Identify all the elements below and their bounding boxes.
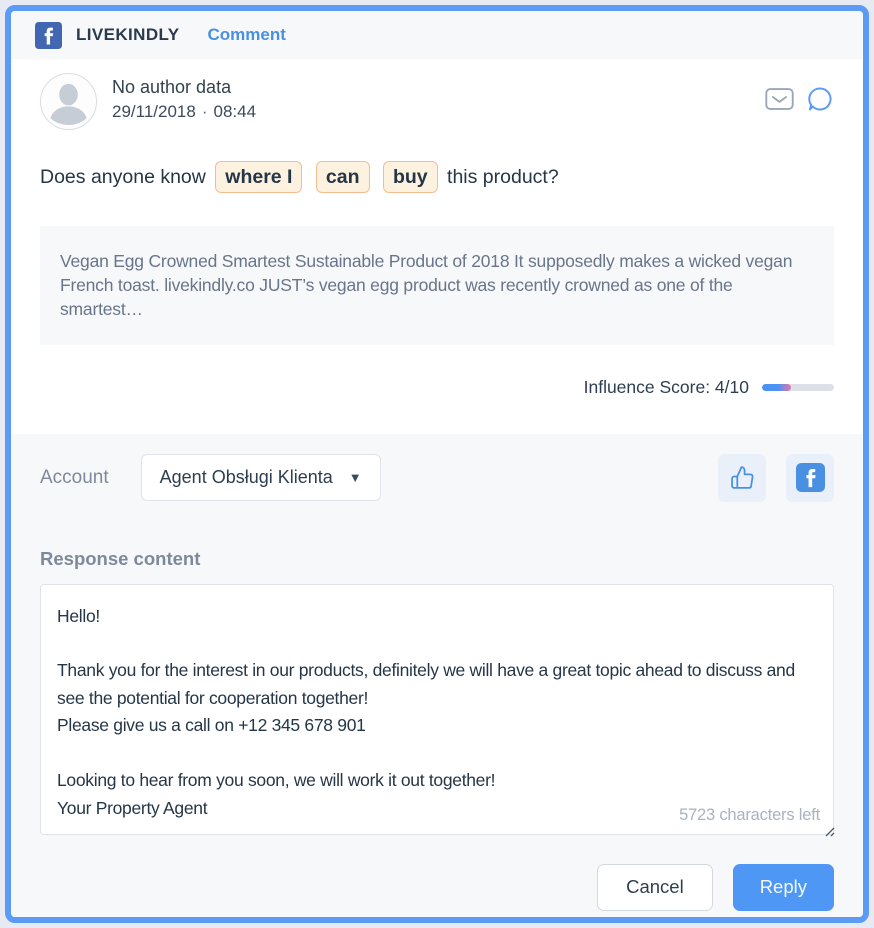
date-separator: · (201, 102, 208, 121)
highlight-chip: can (316, 161, 370, 193)
like-button[interactable] (718, 454, 766, 502)
card-header (11, 11, 863, 59)
response-content-label: Response content (40, 547, 201, 569)
avatar (40, 73, 97, 130)
time-value: 08:44 (213, 102, 257, 121)
chat-bubble-icon (806, 85, 834, 113)
influence-score-bar (762, 384, 834, 391)
response-textarea[interactable] (40, 584, 834, 835)
thumbs-up-icon (730, 465, 755, 490)
author-meta (112, 73, 256, 122)
reply-buttons-row (40, 864, 834, 911)
account-row (40, 454, 834, 502)
influence-score-label: Influence Score: 4/10 (583, 376, 749, 397)
comment-card (5, 5, 869, 923)
highlight-chip: where I (215, 161, 302, 193)
response-textarea-wrap (40, 584, 834, 835)
reply-section (11, 434, 863, 917)
chat-button[interactable] (806, 85, 834, 113)
post-date (112, 102, 256, 122)
influence-row (40, 377, 834, 398)
email-button[interactable] (765, 88, 794, 110)
comment-text-before: Does anyone know (40, 166, 206, 188)
facebook-button[interactable] (786, 454, 834, 502)
reply-action-buttons (718, 454, 834, 502)
author-row (40, 73, 834, 130)
chevron-down-icon: ▼ (348, 470, 362, 486)
highlight-chip: buy (383, 161, 438, 193)
post-action-icons (765, 73, 834, 113)
comment-text (40, 160, 834, 195)
influence-fill (762, 384, 791, 391)
facebook-icon (796, 463, 825, 492)
brand-name: LIVEKINDLY (76, 25, 180, 44)
account-label: Account (40, 466, 109, 488)
comment-type-link[interactable]: Comment (207, 25, 286, 44)
post-section (11, 59, 863, 434)
envelope-icon (765, 88, 794, 110)
date-value: 29/11/2018 (112, 102, 196, 121)
reply-button[interactable]: Reply (733, 864, 834, 911)
person-silhouette-icon (41, 74, 96, 129)
quoted-post-preview: Vegan Egg Crowned Smartest Sustainable Product of 2018 It supposedly makes a wicked vegan French toast. livekindly.co JUST’s vegan egg product was recently crowned as one of the smartest… (40, 226, 834, 344)
facebook-icon (35, 22, 62, 49)
characters-left-counter: 5723 characters left (679, 805, 820, 824)
cancel-button[interactable]: Cancel (597, 864, 713, 911)
comment-text-after: this product? (447, 166, 559, 188)
resize-handle-icon[interactable] (822, 824, 835, 837)
author-name: No author data (112, 77, 232, 97)
account-dropdown[interactable] (141, 454, 381, 501)
account-dropdown-value: Agent Obsługi Klienta (159, 467, 333, 488)
